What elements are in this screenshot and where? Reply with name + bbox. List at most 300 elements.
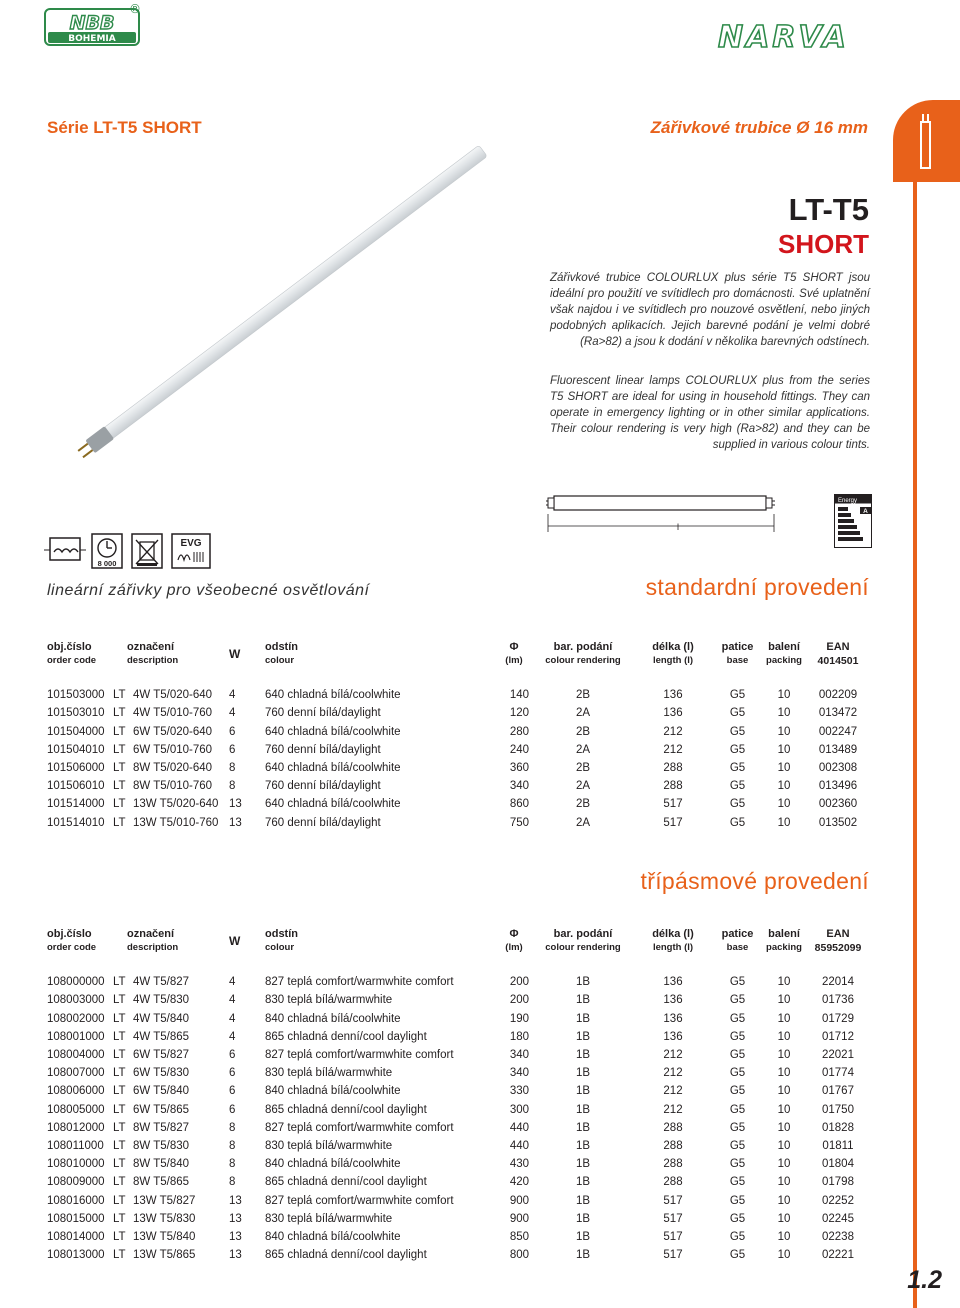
cell-colour: 827 teplá comfort/warmwhite comfort [265,1049,454,1062]
cell-flux: 900 [509,1194,529,1207]
cell-colour: 840 chladná bílá/coolwhite [265,1085,401,1098]
cell-length: 136 [663,994,683,1007]
cell-flux: 420 [509,1176,529,1189]
cell-flux: 750 [509,816,529,829]
col-packing: balení packing [766,928,802,953]
cell-packing: 10 [777,725,791,738]
cell-colour: 827 teplá comfort/warmwhite comfort [265,1121,454,1134]
cell-description: 6W T5/865 [133,1103,190,1116]
cell-watt: 8 [229,1139,236,1152]
cell-ean: 013496 [818,780,858,793]
cell-colour: 760 denní bílá/daylight [265,816,381,829]
cell-watt: 4 [229,976,236,989]
cell-base: G5 [729,1158,746,1171]
table-header-row [47,927,870,955]
cell-colour-rendering: 1B [575,1139,591,1152]
table-row [47,973,870,991]
table-row [47,1119,870,1137]
cell-ean: 013472 [818,707,858,720]
cell-packing: 10 [777,1249,791,1262]
cell-watt: 4 [229,1012,236,1025]
cell-description: 6W T5/010-760 [133,743,213,756]
cell-code: 101503000 [47,689,105,702]
cell-length: 136 [663,1030,683,1043]
cell-ean: 01736 [822,994,854,1007]
table-row [47,1210,870,1228]
cell-flux: 340 [509,1049,529,1062]
cell-description: 13W T5/827 [133,1194,196,1207]
series-title: Série LT-T5 SHORT [47,118,202,137]
table-row [47,1191,870,1209]
cell-prefix: LT [113,1212,126,1225]
cell-colour: 827 teplá comfort/warmwhite comfort [265,1194,454,1207]
cell-watt: 6 [229,1103,236,1116]
cell-colour-rendering: 1B [575,1249,591,1262]
cell-ean: 02245 [822,1212,854,1225]
cell-ean: 22014 [822,976,854,989]
cell-base: G5 [729,1139,746,1152]
cell-packing: 10 [777,707,791,720]
cell-code: 101506000 [47,762,105,775]
table-row [47,1173,870,1191]
cell-watt: 13 [229,798,242,811]
cell-base: G5 [729,798,746,811]
cell-ean: 01804 [822,1158,854,1171]
cell-flux: 120 [509,707,529,720]
cell-prefix: LT [113,1230,126,1243]
evg-label: EVG [180,538,202,549]
cell-watt: 4 [229,1030,236,1043]
col-flux: Φ (lm) [505,928,523,953]
cell-description: 13W T5/840 [133,1230,196,1243]
cell-watt: 6 [229,1049,236,1062]
cell-packing: 10 [777,798,791,811]
cell-packing: 10 [777,1212,791,1225]
registered-mark: ® [129,2,141,16]
cell-prefix: LT [113,976,126,989]
cell-length: 212 [663,725,683,738]
col-code: obj.číslo order code [47,928,97,953]
cell-ean: 013489 [818,743,858,756]
cell-prefix: LT [113,1139,126,1152]
col-base: patice base [721,641,754,666]
cell-colour: 640 chladná bílá/coolwhite [265,762,401,775]
cell-packing: 10 [777,976,791,989]
cell-code: 108005000 [47,1103,105,1116]
cell-packing: 10 [777,1176,791,1189]
cell-prefix: LT [113,1030,126,1043]
cell-colour-rendering: 2B [575,798,591,811]
cell-length: 288 [663,1121,683,1134]
cell-packing: 10 [777,743,791,756]
cell-prefix: LT [113,743,126,756]
col-packing: balení packing [766,641,802,666]
cell-packing: 10 [777,994,791,1007]
cell-colour: 830 teplá bílá/warmwhite [265,1067,393,1080]
table-row [47,1082,870,1100]
cell-flux: 360 [509,762,529,775]
cell-base: G5 [729,762,746,775]
cell-length: 136 [663,976,683,989]
product-title-line1: LT-T5 [788,192,869,227]
table-row [47,723,870,741]
cell-packing: 10 [777,1158,791,1171]
cell-length: 212 [663,743,683,756]
cell-length: 517 [663,1230,683,1243]
cell-prefix: LT [113,689,126,702]
cell-ean: 01798 [822,1176,854,1189]
cell-ean: 01750 [822,1103,854,1116]
cell-watt: 6 [229,725,236,738]
cell-description: 6W T5/840 [133,1085,190,1098]
cell-description: 4W T5/010-760 [133,707,213,720]
nbb-logo-text: NBB [69,12,115,34]
cell-prefix: LT [113,1158,126,1171]
cell-packing: 10 [777,1067,791,1080]
cell-packing: 10 [777,1139,791,1152]
cell-base: G5 [729,707,746,720]
cell-code: 101506010 [47,780,105,793]
cell-colour-rendering: 1B [575,1067,591,1080]
cell-ean: 02221 [822,1249,854,1262]
cell-description: 13W T5/020-640 [133,798,219,811]
cell-flux: 440 [509,1121,529,1134]
cell-ean: 01811 [822,1139,854,1152]
cell-colour: 865 chladná denní/cool daylight [265,1249,427,1262]
cell-watt: 13 [229,1249,242,1262]
cell-code: 108007000 [47,1067,105,1080]
cell-base: G5 [729,1049,746,1062]
cell-description: 8W T5/830 [133,1139,190,1152]
cell-colour-rendering: 1B [575,976,591,989]
table-row [47,1010,870,1028]
cell-base: G5 [729,1103,746,1116]
cell-packing: 10 [777,816,791,829]
cell-prefix: LT [113,1049,126,1062]
cell-code: 108000000 [47,976,105,989]
col-colour: odstín colour [265,928,298,953]
cell-packing: 10 [777,1194,791,1207]
fluorescent-tube-image [60,120,540,460]
section-triband: třípásmové provedení [640,868,869,894]
cell-ean: 01767 [822,1085,854,1098]
cell-ean: 002247 [818,725,858,738]
cell-colour-rendering: 2B [575,725,591,738]
col-length: délka (l) length (l) [652,928,694,953]
cell-code: 108011000 [47,1139,104,1152]
cell-prefix: LT [113,725,126,738]
cell-flux: 200 [509,994,529,1007]
col-ean: EAN 4014501 [817,641,859,667]
table-header-row [47,640,870,668]
evg-ballast-icon [172,534,210,568]
cell-flux: 440 [509,1139,529,1152]
cell-base: G5 [729,725,746,738]
cell-base: G5 [729,994,746,1007]
cell-colour-rendering: 1B [575,1012,591,1025]
cell-packing: 10 [777,1012,791,1025]
cell-description: 13W T5/865 [133,1249,196,1262]
cell-description: 8W T5/020-640 [133,762,213,775]
cell-description: 6W T5/020-640 [133,725,213,738]
cell-description: 4W T5/865 [133,1030,190,1043]
cell-watt: 13 [229,816,242,829]
col-base: patice base [721,928,754,953]
cell-ean: 002308 [818,762,858,775]
cell-prefix: LT [113,1012,126,1025]
cell-description: 4W T5/840 [133,1012,190,1025]
col-watt: W [229,647,241,661]
cell-length: 288 [663,1139,683,1152]
spec-icons [44,530,244,580]
cell-code: 108013000 [47,1249,105,1262]
cell-base: G5 [729,1194,746,1207]
cell-code: 101503010 [47,707,105,720]
cell-colour: 840 chladná bílá/coolwhite [265,1230,401,1243]
cell-length: 288 [663,762,683,775]
cell-base: G5 [729,780,746,793]
cell-colour: 840 chladná bílá/coolwhite [265,1012,401,1025]
cell-prefix: LT [113,816,126,829]
cell-length: 212 [663,1085,683,1098]
cell-flux: 180 [509,1030,529,1043]
cell-length: 136 [663,707,683,720]
cell-flux: 330 [509,1085,529,1098]
cell-length: 288 [663,1158,683,1171]
table-row [47,1028,870,1046]
cell-watt: 4 [229,707,236,720]
cell-description: 4W T5/830 [133,994,190,1007]
col-length: délka (l) length (l) [652,641,694,666]
lifetime-clock-icon [92,534,122,568]
cell-base: G5 [729,1176,746,1189]
cell-watt: 13 [229,1212,242,1225]
cell-description: 6W T5/830 [133,1067,190,1080]
cell-flux: 430 [509,1158,529,1171]
dimension-diagram [546,492,786,534]
cell-flux: 140 [509,689,529,702]
side-bar-top [913,182,917,230]
col-colour-rendering: bar. podání colour rendering [545,641,621,666]
energy-class: A [863,508,868,515]
cell-prefix: LT [113,1176,126,1189]
cell-ean: 002209 [818,689,858,702]
product-title [778,194,869,257]
cell-description: 4W T5/827 [133,976,190,989]
cell-colour-rendering: 1B [575,994,591,1007]
cell-base: G5 [729,1212,746,1225]
cell-packing: 10 [777,1030,791,1043]
cell-watt: 8 [229,1158,236,1171]
nbb-bohemia-logo [44,8,140,46]
description-english: Fluorescent linear lamps COLOURLUX plus from the series T5 SHORT are ideal for using in household fittings. They can operate in emergency lighting or in other similar applications. Their colour rendering is very high (Ra>82) and they can be supplied in various colour tints. [550,375,870,451]
cell-colour-rendering: 1B [575,1121,591,1134]
cell-flux: 850 [509,1230,529,1243]
col-colour-rendering: bar. podání colour rendering [545,928,621,953]
cell-prefix: LT [113,994,126,1007]
cell-colour-rendering: 1B [575,1212,591,1225]
cell-flux: 240 [509,743,529,756]
triband-table [47,927,870,1264]
cell-code: 108010000 [47,1158,105,1171]
cell-colour-rendering: 2A [575,780,591,793]
cell-watt: 6 [229,743,236,756]
cell-flux: 860 [509,798,529,811]
table-row [47,1228,870,1246]
page-number: 1.2 [907,1266,942,1294]
cell-ean: 01712 [822,1030,854,1043]
cell-base: G5 [729,689,746,702]
col-colour: odstín colour [265,641,298,666]
cell-colour: 830 teplá bílá/warmwhite [265,994,393,1007]
cell-description: 8W T5/010-760 [133,780,213,793]
cell-colour: 865 chladná denní/cool daylight [265,1030,427,1043]
cell-prefix: LT [113,762,126,775]
cell-packing: 10 [777,762,791,775]
col-flux: Φ (lm) [505,641,523,666]
cell-length: 212 [663,1049,683,1062]
section-standard: standardní provedení [645,574,869,600]
cell-code: 101504010 [47,743,105,756]
cell-ean: 013502 [818,816,858,829]
cell-description: 13W T5/830 [133,1212,196,1225]
cell-watt: 4 [229,689,236,702]
cell-code: 108002000 [47,1012,105,1025]
cell-description: 8W T5/827 [133,1121,190,1134]
table-row [47,1046,870,1064]
fitting-symbol-icon [44,538,86,560]
cell-ean: 02238 [822,1230,854,1243]
cell-prefix: LT [113,1121,126,1134]
cell-colour: 840 chladná bílá/coolwhite [265,1158,401,1171]
cell-length: 136 [663,689,683,702]
col-code: obj.číslo order code [47,641,97,666]
cell-description: 13W T5/010-760 [133,816,219,829]
table-row [47,704,870,722]
cell-watt: 6 [229,1067,236,1080]
cell-packing: 10 [777,780,791,793]
cell-code: 108014000 [47,1230,105,1243]
cell-prefix: LT [113,1085,126,1098]
cell-ean: 01774 [822,1067,854,1080]
cell-flux: 190 [509,1012,529,1025]
table-row [47,759,870,777]
cell-base: G5 [729,976,746,989]
cell-prefix: LT [113,798,126,811]
cell-colour: 760 denní bílá/daylight [265,707,381,720]
cell-flux: 280 [509,725,529,738]
cell-prefix: LT [113,1103,126,1116]
cell-base: G5 [729,1085,746,1098]
cell-colour-rendering: 1B [575,1230,591,1243]
cell-flux: 200 [509,976,529,989]
cell-description: 6W T5/827 [133,1049,190,1062]
cell-length: 212 [663,1103,683,1116]
energy-label-icon [834,494,872,548]
cell-code: 108006000 [47,1085,105,1098]
section-general-lighting: lineární zářivky pro všeobecné osvětlování [47,582,370,599]
cell-colour: 760 denní bílá/daylight [265,743,381,756]
cell-length: 288 [663,780,683,793]
table-row [47,1246,870,1264]
cell-ean: 22021 [822,1049,854,1062]
table-row [47,1064,870,1082]
table-row [47,777,870,795]
cell-watt: 13 [229,1230,242,1243]
narva-logo: NARVA [718,20,849,55]
cell-code: 108009000 [47,1176,105,1189]
cell-code: 101514000 [47,798,105,811]
cell-watt: 8 [229,762,236,775]
cell-packing: 10 [777,1121,791,1134]
cell-length: 517 [663,798,683,811]
cell-flux: 900 [509,1212,529,1225]
col-description: označení description [127,928,179,953]
cell-description: 8W T5/865 [133,1176,190,1189]
cell-base: G5 [729,1121,746,1134]
cell-flux: 340 [509,780,529,793]
cell-colour-rendering: 1B [575,1049,591,1062]
cell-colour: 830 teplá bílá/warmwhite [265,1139,393,1152]
cell-description: 8W T5/840 [133,1158,190,1171]
cell-code: 108004000 [47,1049,105,1062]
cell-colour: 640 chladná bílá/coolwhite [265,689,401,702]
description-czech: Zářivkové trubice COLOURLUX plus série T5 SHORT jsou ideální pro použití ve svítidlech pro domácnosti. Své uplatnění však najdou i ve svítidlech pro nouzové osvětlení, nebo jiných podobných aplikacích. Jejich barevné podání je velmi dobré (Ra>82) a jsou k dodání v několika barevných odstínech. [550,272,870,348]
cell-base: G5 [729,1249,746,1262]
cell-length: 136 [663,1012,683,1025]
cell-prefix: LT [113,707,126,720]
dimension-label: l [677,522,679,532]
cell-colour: 830 teplá bílá/warmwhite [265,1212,393,1225]
cell-base: G5 [729,1230,746,1243]
cell-prefix: LT [113,1194,126,1207]
cell-base: G5 [729,1030,746,1043]
standard-table [47,640,870,832]
category-title: Zářivkové trubice Ø 16 mm [650,118,868,137]
cell-flux: 300 [509,1103,529,1116]
product-title-line2: SHORT [778,229,869,259]
cell-base: G5 [729,1012,746,1025]
cell-prefix: LT [113,1067,126,1080]
cell-length: 517 [663,1194,683,1207]
cell-code: 108003000 [47,994,105,1007]
side-bar [913,230,917,1308]
cell-length: 517 [663,1249,683,1262]
cell-packing: 10 [777,1085,791,1098]
table-row [47,1155,870,1173]
cell-watt: 4 [229,994,236,1007]
cell-length: 212 [663,1067,683,1080]
cell-ean: 01729 [822,1012,854,1025]
cell-code: 108001000 [47,1030,105,1043]
table-row [47,1101,870,1119]
cell-colour-rendering: 1B [575,1085,591,1098]
cell-colour-rendering: 1B [575,1030,591,1043]
cell-prefix: LT [113,780,126,793]
cell-flux: 340 [509,1067,529,1080]
table-row [47,795,870,813]
cell-code: 101514010 [47,816,105,829]
cell-watt: 6 [229,1085,236,1098]
cell-length: 517 [663,816,683,829]
tube-icon [893,100,960,182]
energy-title: Energy [838,498,858,504]
col-ean: EAN 85952099 [814,928,862,954]
cell-base: G5 [729,1067,746,1080]
col-watt: W [229,934,241,948]
cell-flux: 800 [509,1249,529,1262]
cell-code: 108016000 [47,1194,105,1207]
